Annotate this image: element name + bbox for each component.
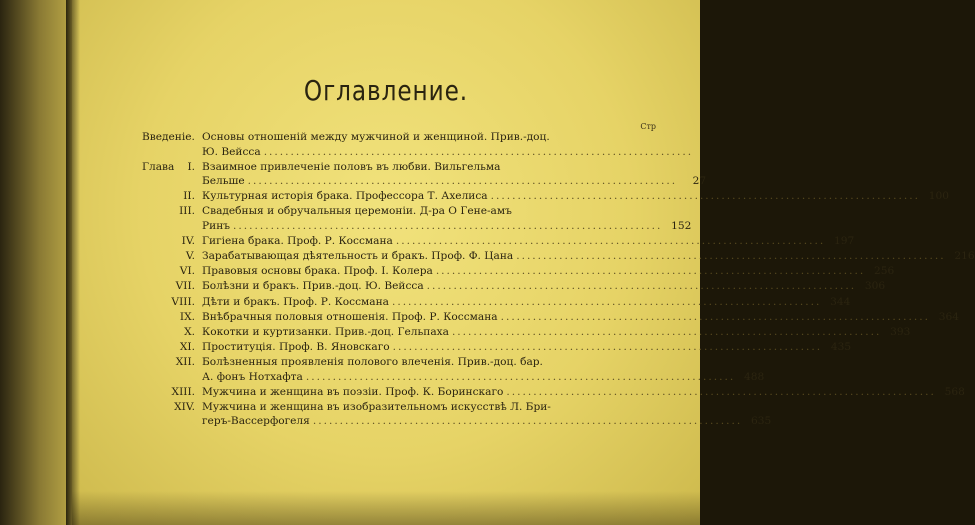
page-number: 435 [830,340,852,353]
toc-entry [142,204,692,233]
page-number: 100 [928,190,950,203]
book-page [72,0,975,525]
entry-title [202,340,825,355]
page-column-label: Стр [640,122,656,131]
toc-entry [142,234,855,249]
entry-title [202,160,680,189]
entry-title-line [202,400,745,415]
chapter-number: VI. [179,265,195,278]
entry-title-line [202,219,665,234]
dot-leader: ................................................................................ [263,145,694,158]
chapter-number: XIV. [174,400,195,413]
dot-leader: ................................................................................ [392,340,823,353]
chapter-number: XIII. [171,385,195,398]
toc-entry [142,160,707,189]
entry-title-text: Основы отношеній между мужчиной и женщиной. Прив.-доц. [202,131,550,143]
page-number: 306 [864,280,886,293]
page-heading: Оглавление. [303,74,469,107]
entry-title [202,400,745,429]
dot-leader: ................................................................................ [500,310,930,323]
chapter-label [142,325,202,340]
entry-title-text: Внѣбрачныя половыя отношенія. Проф. Р. Коссмана [202,310,498,323]
entry-title-text: Правовыя основы брака. Проф. І. Колера [202,265,433,278]
entry-title-text: Мужчина и женщина въ поэзіи. Проф. К. Боринскаго [202,385,504,398]
toc-entry [142,279,886,294]
toc-entry [142,295,851,310]
entry-title [202,385,939,400]
chapter-label [142,279,202,294]
entry-title-text: Дѣти и бракъ. Проф. Р. Коссмана [202,295,389,308]
dot-leader: ................................................................................ [247,175,678,188]
chapter-label [142,189,202,204]
entry-title-line [202,325,884,340]
entry-title-line [202,295,824,310]
dot-leader: ................................................................................ [395,235,826,248]
chapter-number: III. [179,205,195,218]
toc-entry [142,355,765,384]
chapter-label [142,355,202,370]
dot-leader: ................................................................................ [233,220,663,233]
chapter-number: XII. [175,355,195,368]
chapter-label [142,310,202,325]
book-spine-shadow [66,0,80,525]
entry-title [202,264,868,279]
chapter-number: XI. [179,340,195,353]
chapter-label [142,249,202,264]
toc-entry [142,310,959,325]
page-number: 393 [890,325,911,338]
entry-title [202,295,824,310]
chapter-label [142,204,202,219]
entry-title-line [202,370,738,385]
page-number: 344 [830,295,851,308]
entry-title-text: Зарабатывающая дѣятельность и бракъ. Проф. Ф. Цана [202,250,514,263]
entry-title [202,234,828,249]
entry-title-line [202,249,949,264]
table-of-contents [142,130,975,429]
chapter-number: X. [184,325,195,338]
chapter-label [142,160,202,175]
dot-leader: ................................................................................ [451,325,882,338]
chapter-label [142,340,202,355]
chapter-label [142,295,202,310]
toc-entry [142,264,895,279]
entry-title-text: Кокотки и куртизанки. Прив.-доц. Гельпаха [202,325,449,338]
entry-title-text: А. фонъ Нотхафта [202,370,303,383]
dot-leader: ................................................................................ [426,280,857,293]
dot-leader: ................................................................................ [391,295,822,308]
entry-title-text: Мужчина и женщина въ изобразительномъ искусствѣ Л. Бри- [202,400,551,413]
dot-leader: ................................................................................ [490,190,921,203]
entry-title-line [202,414,745,429]
entry-title [202,310,933,325]
chapter-word: Введеніе. [142,131,195,143]
entry-title [202,189,923,204]
entry-title [202,279,859,294]
dot-leader: ................................................................................ [506,385,936,398]
entry-title-line [202,234,828,249]
page-number: 568 [944,385,965,398]
entry-title-text: Болѣзненныя проявленія полового влеченія. Прив.-доц. бар. [202,355,543,368]
chapter-word: Глава [142,160,175,173]
entry-title-text: Ю. Вейсса [202,145,261,158]
entry-title-line [202,174,680,189]
page-number: 488 [744,370,765,383]
entry-title [202,325,884,340]
dot-leader: ................................................................................ [312,415,743,428]
toc-entry [142,400,772,429]
entry-title-line [202,189,923,204]
page-number: 152 [671,220,692,233]
chapter-number: IV. [181,235,195,248]
toc-entry [142,325,911,340]
entry-title-text: Культурная исторія брака. Профессора Т. Ахелиса [202,190,488,203]
chapter-label [142,385,202,400]
entry-title-text: Гигіена брака. Проф. Р. Коссмана [202,235,393,248]
entry-title-line [202,340,825,355]
toc-entry [142,249,975,264]
page-number: 635 [751,415,772,428]
toc-entry [142,385,965,400]
dot-leader: ................................................................................ [435,265,866,278]
entry-title-line [202,130,696,145]
chapter-number: I. [187,160,195,173]
page-number: 256 [873,265,895,278]
entry-title-line [202,145,696,160]
entry-title-text: Проституція. Проф. В. Яновскаго [202,340,390,353]
entry-title [202,204,665,233]
entry-title-text: геръ-Вассерфогеля [202,415,310,428]
chapter-number: II. [183,190,195,203]
entry-title-text: Бельше [202,175,245,188]
entry-title-line [202,204,665,219]
entry-title [202,130,696,159]
entry-title-line [202,264,868,279]
toc-entry [142,340,852,355]
page-number: 27 [692,175,707,188]
entry-title-line [202,279,859,294]
facing-page-edge [0,0,72,525]
entry-title [202,355,738,384]
entry-title-line [202,160,680,175]
entry-title-text: Свадебныя и обручальныя церемоніи. Д-ра О Гене-амъ [202,205,512,218]
chapter-label [142,264,202,279]
dot-leader: ................................................................................ [516,250,946,263]
chapter-number: IX. [179,310,195,323]
entry-title [202,249,949,264]
chapter-label [142,400,202,415]
entry-title-line [202,385,939,400]
chapter-label [142,130,202,145]
chapter-number: V. [185,250,195,263]
entry-title-line [202,355,738,370]
dot-leader: ................................................................................ [305,370,736,383]
chapter-number: VIII. [171,295,195,308]
page-shadow [72,491,700,525]
entry-title-text: Взаимное привлеченіе половъ въ любви. Вильгельма [202,160,501,173]
entry-title-text: Ринъ [202,220,230,233]
entry-title-line [202,310,933,325]
page-number: 197 [834,235,855,248]
entry-title-text: Болѣзни и бракъ. Прив.-доц. Ю. Вейсса [202,280,424,293]
chapter-label [142,234,202,249]
toc-entry [142,130,694,159]
page-number: 216 [954,250,975,263]
toc-entry [142,189,950,204]
chapter-number: VII. [175,280,195,293]
page-number: 364 [938,310,959,323]
